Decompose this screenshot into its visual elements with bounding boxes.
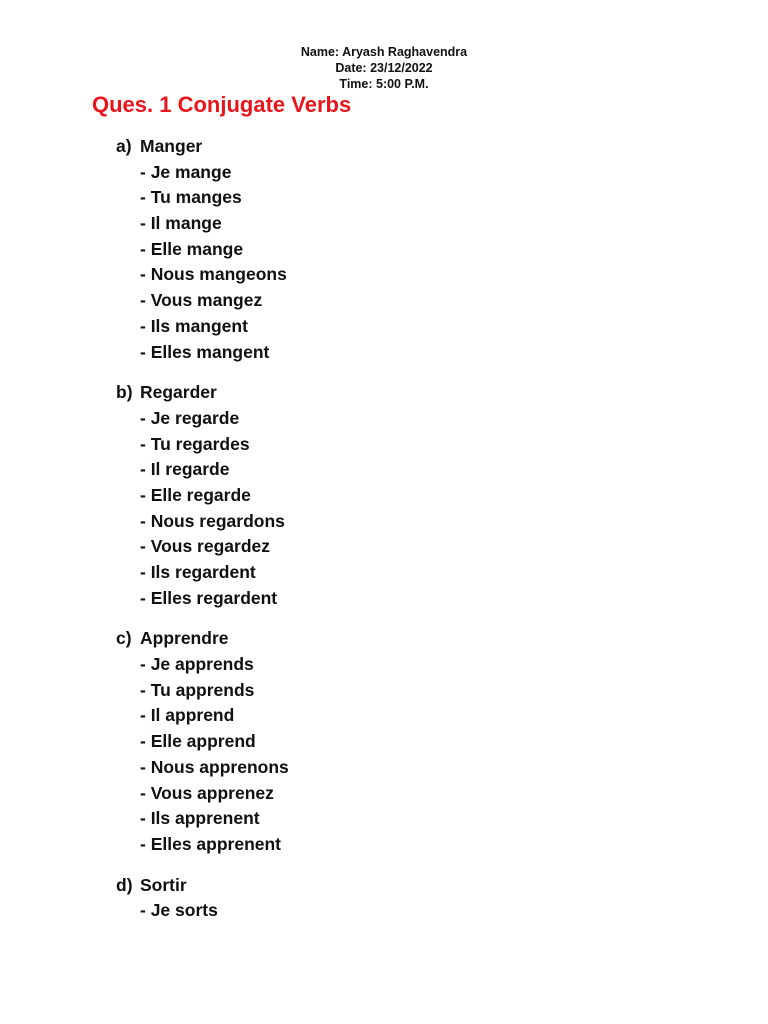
conjugation-list	[116, 406, 716, 612]
conjugation-item: - Il regarde	[140, 459, 230, 480]
verb-infinitive: Regarder	[140, 382, 217, 403]
verb-list	[116, 134, 716, 939]
conjugation-item: - Ils apprenent	[140, 808, 260, 829]
conjugation-item: - Elle regarde	[140, 484, 251, 505]
conjugation-item: - Ils regardent	[140, 562, 256, 582]
conjugation-item: - Il apprend	[140, 705, 235, 726]
verb-heading	[116, 873, 716, 899]
question-title: Ques. 1 Conjugate Verbs	[92, 92, 352, 117]
verb-section	[116, 873, 716, 924]
verb-infinitive: Sortir	[140, 874, 187, 895]
conjugation-list	[116, 898, 716, 924]
conjugation-item: - Elles apprenent	[140, 833, 282, 854]
time-line: Time: 5:00 P.M.	[339, 77, 429, 91]
conjugation-item: - Elle mange	[140, 238, 244, 259]
conjugation-item: - Nous mangeons	[140, 264, 287, 285]
student-name: Name: Aryash Raghavendra	[300, 45, 468, 59]
header-block	[0, 44, 768, 92]
verb-section	[116, 380, 716, 611]
verb-letter: a)	[116, 136, 132, 156]
conjugation-list	[116, 160, 716, 366]
verb-section	[116, 626, 716, 857]
verb-heading	[116, 626, 716, 652]
verb-heading	[116, 134, 716, 160]
conjugation-item: - Tu apprends	[140, 679, 255, 700]
conjugation-item: - Je mange	[140, 161, 232, 182]
conjugation-item: - Il mange	[140, 213, 222, 234]
conjugation-item: - Elles mangent	[140, 341, 270, 362]
conjugation-item: - Vous regardez	[140, 536, 270, 557]
verb-letter: c)	[116, 628, 132, 649]
verb-infinitive: Apprendre	[140, 628, 229, 649]
conjugation-item: - Tu regardes	[140, 433, 250, 454]
conjugation-item: - Ils mangent	[140, 315, 248, 336]
conjugation-item: - Nous apprenons	[140, 756, 289, 777]
conjugation-list	[116, 652, 716, 858]
conjugation-item: - Vous apprenez	[140, 782, 274, 803]
conjugation-item: - Je apprends	[140, 654, 254, 675]
conjugation-item: - Elles regardent	[140, 587, 278, 608]
conjugation-item: - Tu manges	[140, 187, 242, 208]
verb-infinitive: Manger	[140, 136, 203, 156]
conjugation-item: - Nous regardons	[140, 510, 285, 531]
conjugation-item: - Elle apprend	[140, 731, 256, 752]
verb-heading	[116, 380, 716, 406]
conjugation-item: - Je regarde	[140, 407, 240, 428]
date-line: Date: 23/12/2022	[335, 61, 433, 75]
verb-letter: b)	[116, 382, 133, 403]
conjugation-item: - Je sorts	[140, 900, 218, 921]
verb-section	[116, 134, 716, 365]
verb-letter: d)	[116, 874, 133, 895]
conjugation-item: - Vous mangez	[140, 290, 263, 311]
